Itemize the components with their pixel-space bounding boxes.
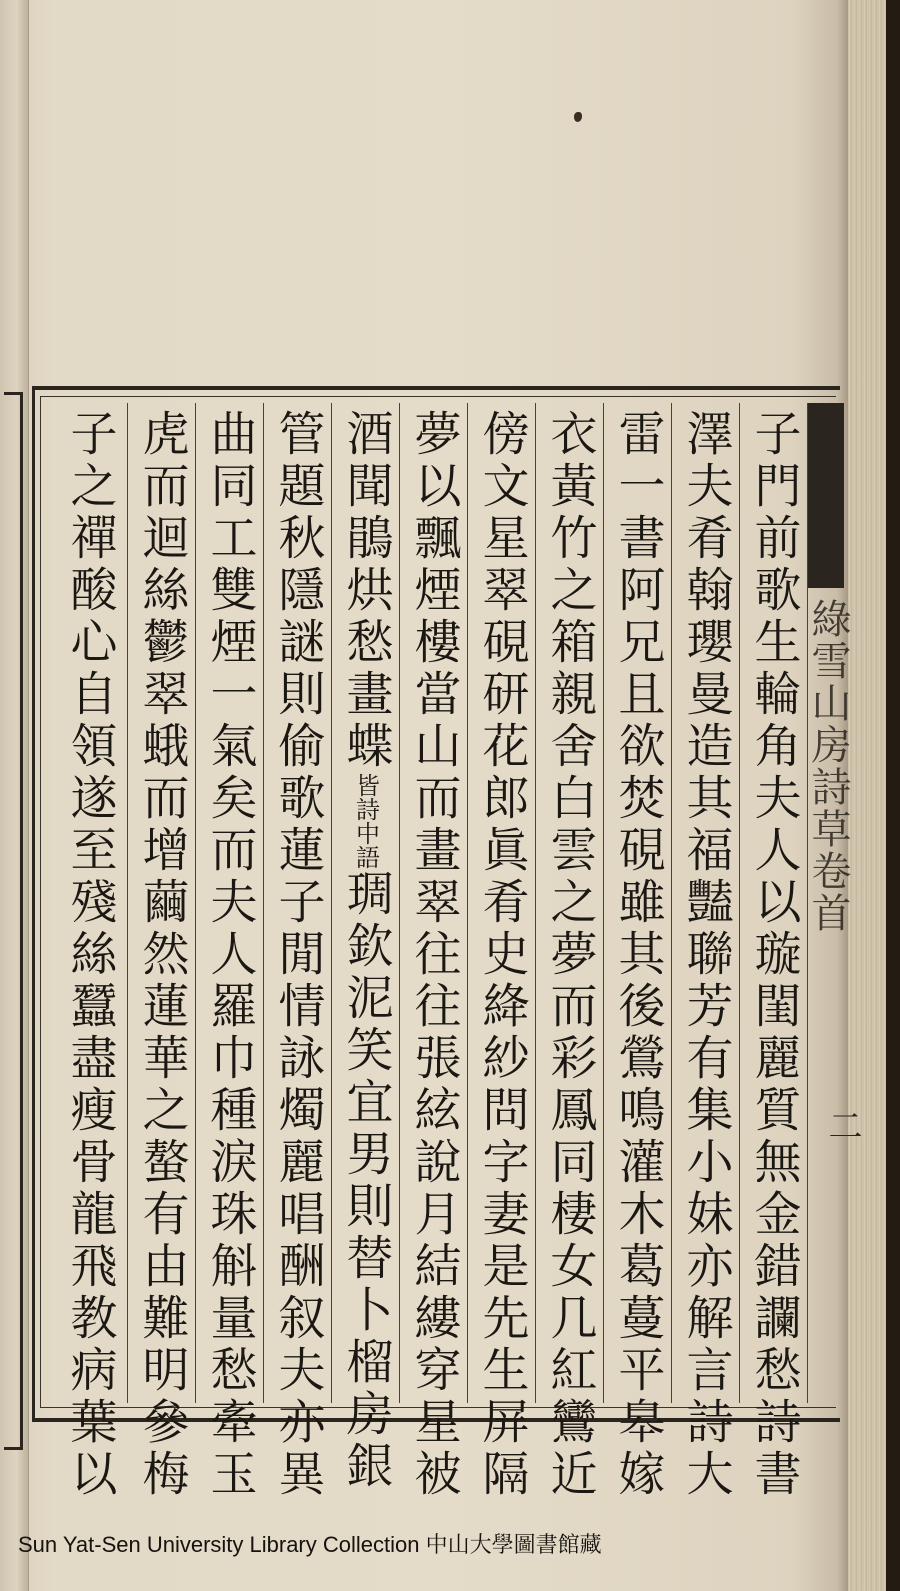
column-text-part: 琱欽泥笑宜男則替卜榴房銀 bbox=[338, 869, 394, 1493]
facing-page-edge bbox=[0, 0, 29, 1591]
text-column-9 bbox=[196, 403, 264, 1501]
text-column-6 bbox=[400, 403, 468, 1501]
text-column-5 bbox=[468, 403, 536, 1501]
margin-book-title: 綠雪山房詩草卷首 bbox=[805, 598, 851, 934]
column-text: 雷一書阿兄且欲焚硯雖其後鶯鳴灌木葛蔓平皋嫁 bbox=[610, 409, 666, 1501]
text-column-4 bbox=[536, 403, 604, 1501]
paper-stain bbox=[574, 112, 582, 122]
facing-page-frame bbox=[4, 392, 23, 1450]
margin-page-number: 二 bbox=[822, 1108, 862, 1142]
column-text: 夢以飄煙樓當山而畫翠往往張絃說月結縷穿星被 bbox=[406, 409, 462, 1501]
column-text-part: 酒聞鵑烘愁畫蝶 bbox=[338, 409, 394, 773]
column-text: 子門前歌生輪角夫人以璇閨麗質無金錯讕愁詩書 bbox=[746, 409, 802, 1501]
column-text: 澤夫肴翰瓔曼造其福豔聯芳有集小妹亦解言詩大 bbox=[678, 409, 734, 1501]
text-column-11 bbox=[52, 403, 128, 1501]
column-text: 虎而迴絲鬱翠蛾而增繭然蓮華之螯有由難明參梅 bbox=[134, 409, 190, 1501]
column-text: 子之禪酸心自領遂至殘絲蠶盡瘦骨龍飛教病葉以 bbox=[62, 409, 118, 1501]
text-column-2 bbox=[672, 403, 740, 1501]
column-text: 管題秋隱謎則偷歌蓮子閒情詠燭麗唱酬叙夫亦異 bbox=[270, 409, 326, 1501]
column-text: 傍文星翠硯研花郎眞肴史絳紗問字妻是先生屏隔 bbox=[474, 409, 530, 1501]
book-spine-shadow bbox=[886, 0, 900, 1591]
text-column-3 bbox=[604, 403, 672, 1501]
text-column-1 bbox=[740, 403, 808, 1501]
text-column-10 bbox=[128, 403, 196, 1501]
interlinear-note: 皆詩中語 bbox=[351, 773, 380, 869]
fishtail-block bbox=[808, 403, 844, 588]
library-watermark: Sun Yat-Sen University Library Collection 中山大學圖書館藏 bbox=[18, 1532, 602, 1557]
text-column-7 bbox=[332, 403, 400, 1493]
stacked-page-edges bbox=[848, 0, 888, 1591]
column-text bbox=[336, 403, 396, 1493]
column-text: 曲同工雙煙一氣矣而夫人羅巾種淚珠斛量愁牽玉 bbox=[202, 409, 258, 1501]
column-text: 衣黃竹之箱親舍白雲之夢而彩鳳同棲女几紅鸞近 bbox=[542, 409, 598, 1501]
text-column-8 bbox=[264, 403, 332, 1501]
